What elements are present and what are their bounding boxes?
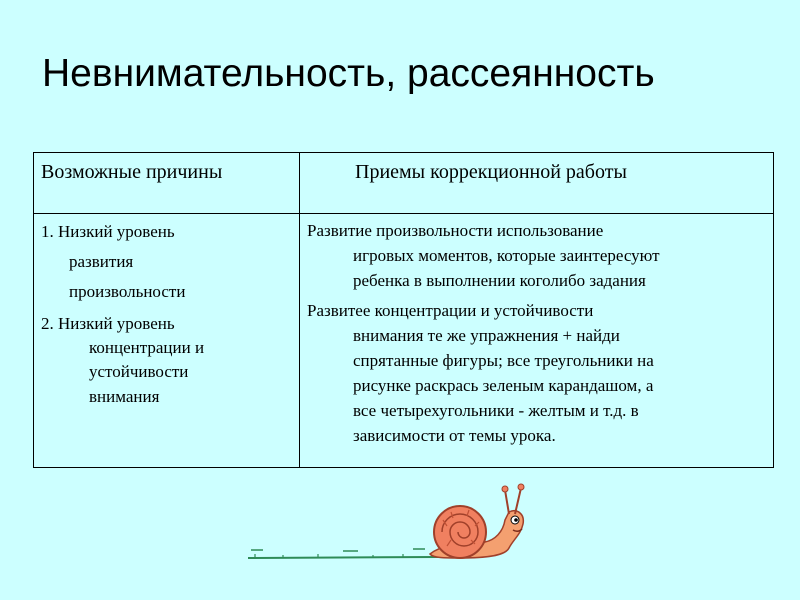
snail-icon <box>425 482 535 562</box>
cause-line: 2. Низкий уровень <box>41 314 175 333</box>
cause-line: развития <box>69 252 134 271</box>
page-title: Невнимательность, рассеянность <box>42 52 655 95</box>
cause-line: устойчивости <box>89 362 189 381</box>
header-divider <box>34 213 773 214</box>
method-line: Развитие произвольности использование <box>307 221 604 240</box>
method-line: все четырехугольники - желтым и т.д. в <box>353 401 639 420</box>
header-methods: Приемы коррекционной работы <box>355 161 627 183</box>
method-line: зависимости от темы урока. <box>353 426 556 445</box>
cause-line: концентрации и <box>89 338 205 357</box>
method-line: Развитее концентрации и устойчивости <box>307 301 594 320</box>
content-table <box>33 152 774 468</box>
column-divider <box>299 153 300 467</box>
header-causes: Возможные причины <box>41 161 223 183</box>
method-line: рисунке раскрась зеленым карандашом, а <box>353 376 654 395</box>
grass-icon <box>243 545 443 565</box>
cause-line: произвольности <box>69 282 186 301</box>
cause-line: 1. Низкий уровень <box>41 222 175 241</box>
method-line: внимания те же упражнения + найди <box>353 326 620 345</box>
method-line: ребенка в выполнении коголибо задания <box>353 271 646 290</box>
method-line: игровых моментов, которые заинтересуют <box>353 246 660 265</box>
method-line: спрятанные фигуры; все треугольники на <box>353 351 654 370</box>
cause-line: внимания <box>89 387 160 406</box>
